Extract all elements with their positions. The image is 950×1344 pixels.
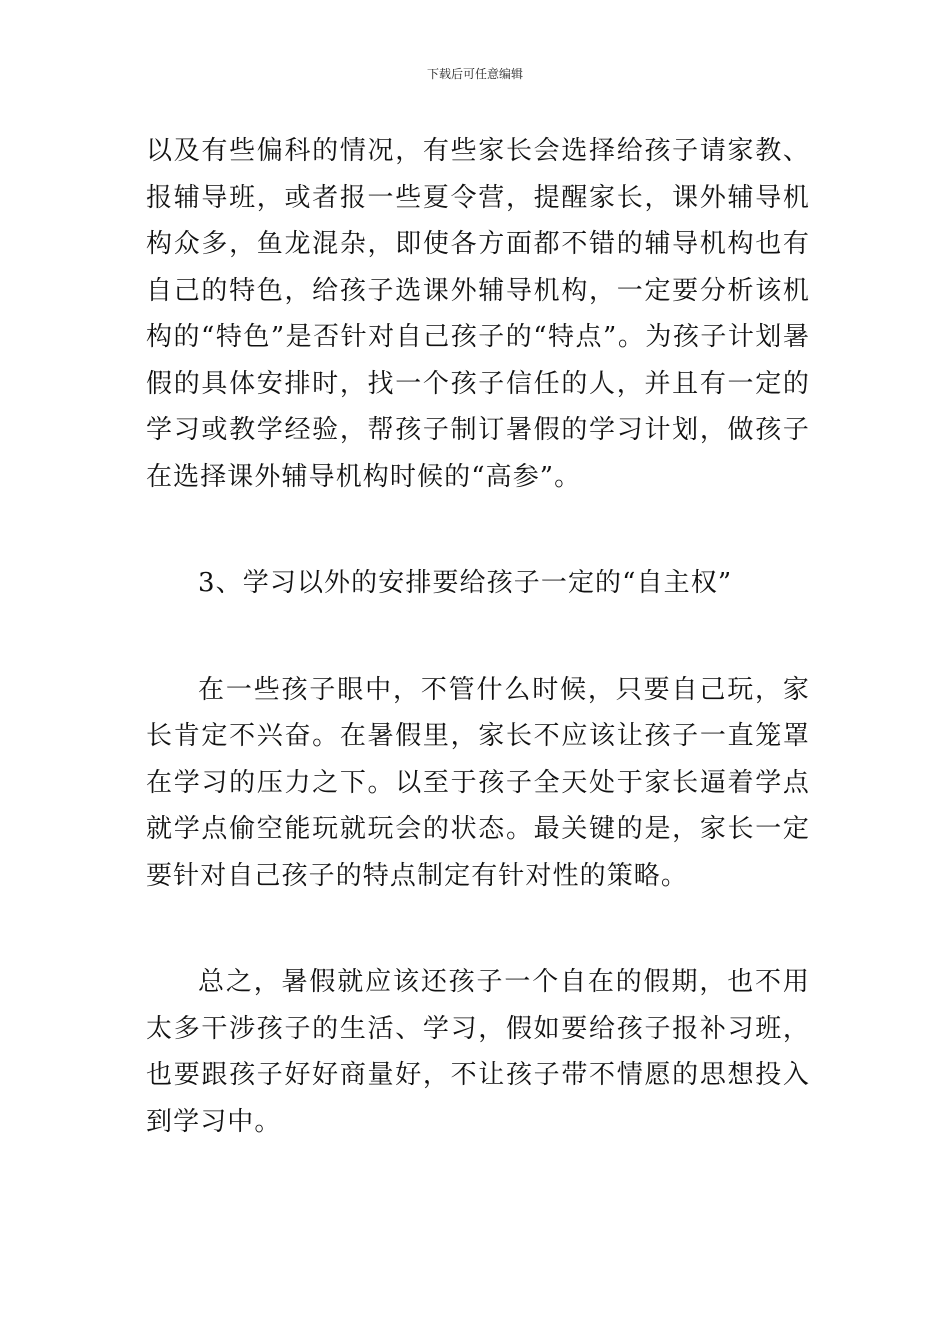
page-header: 下载后可任意编辑 [426, 67, 523, 81]
section-heading-3: 3、学习以外的安排要给孩子一定的“自主权” [198, 568, 733, 598]
document-body [146, 128, 810, 1145]
paragraph-2: 在一些孩子眼中，不管什么时候，只要自己玩，家长肯定不兴奋。在暑假里，家长不应该让孩子一直笼罩在学习的压力之下。以至于孩子全天处于家长逼着学点就学点偷空能玩就玩会的状态。最关键的是，家长一定要针对自己孩子的特点制定有针对性的策略。 [146, 674, 810, 891]
paragraph-1: 以及有些偏科的情况，有些家长会选择给孩子请家教、报辅导班，或者报一些夏令营，提醒家长，课外辅导机构众多，鱼龙混杂，即使各方面都不错的辅导机构也有自己的特色，给孩子选课外辅导机构，一定要分析该机构的“特色”是否针对自己孩子的“特点”。为孩子计划暑假的具体安排时，找一个孩子信任的人，并且有一定的学习或教学经验，帮孩子制订暑假的学习计划，做孩子在选择课外辅导机构时候的“高参”。 [146, 136, 810, 492]
paragraph-3: 总之，暑假就应该还孩子一个自在的假期，也不用太多干涉孩子的生活、学习，假如要给孩子报补习班，也要跟孩子好好商量好，不让孩子带不情愿的思想投入到学习中。 [146, 967, 810, 1137]
